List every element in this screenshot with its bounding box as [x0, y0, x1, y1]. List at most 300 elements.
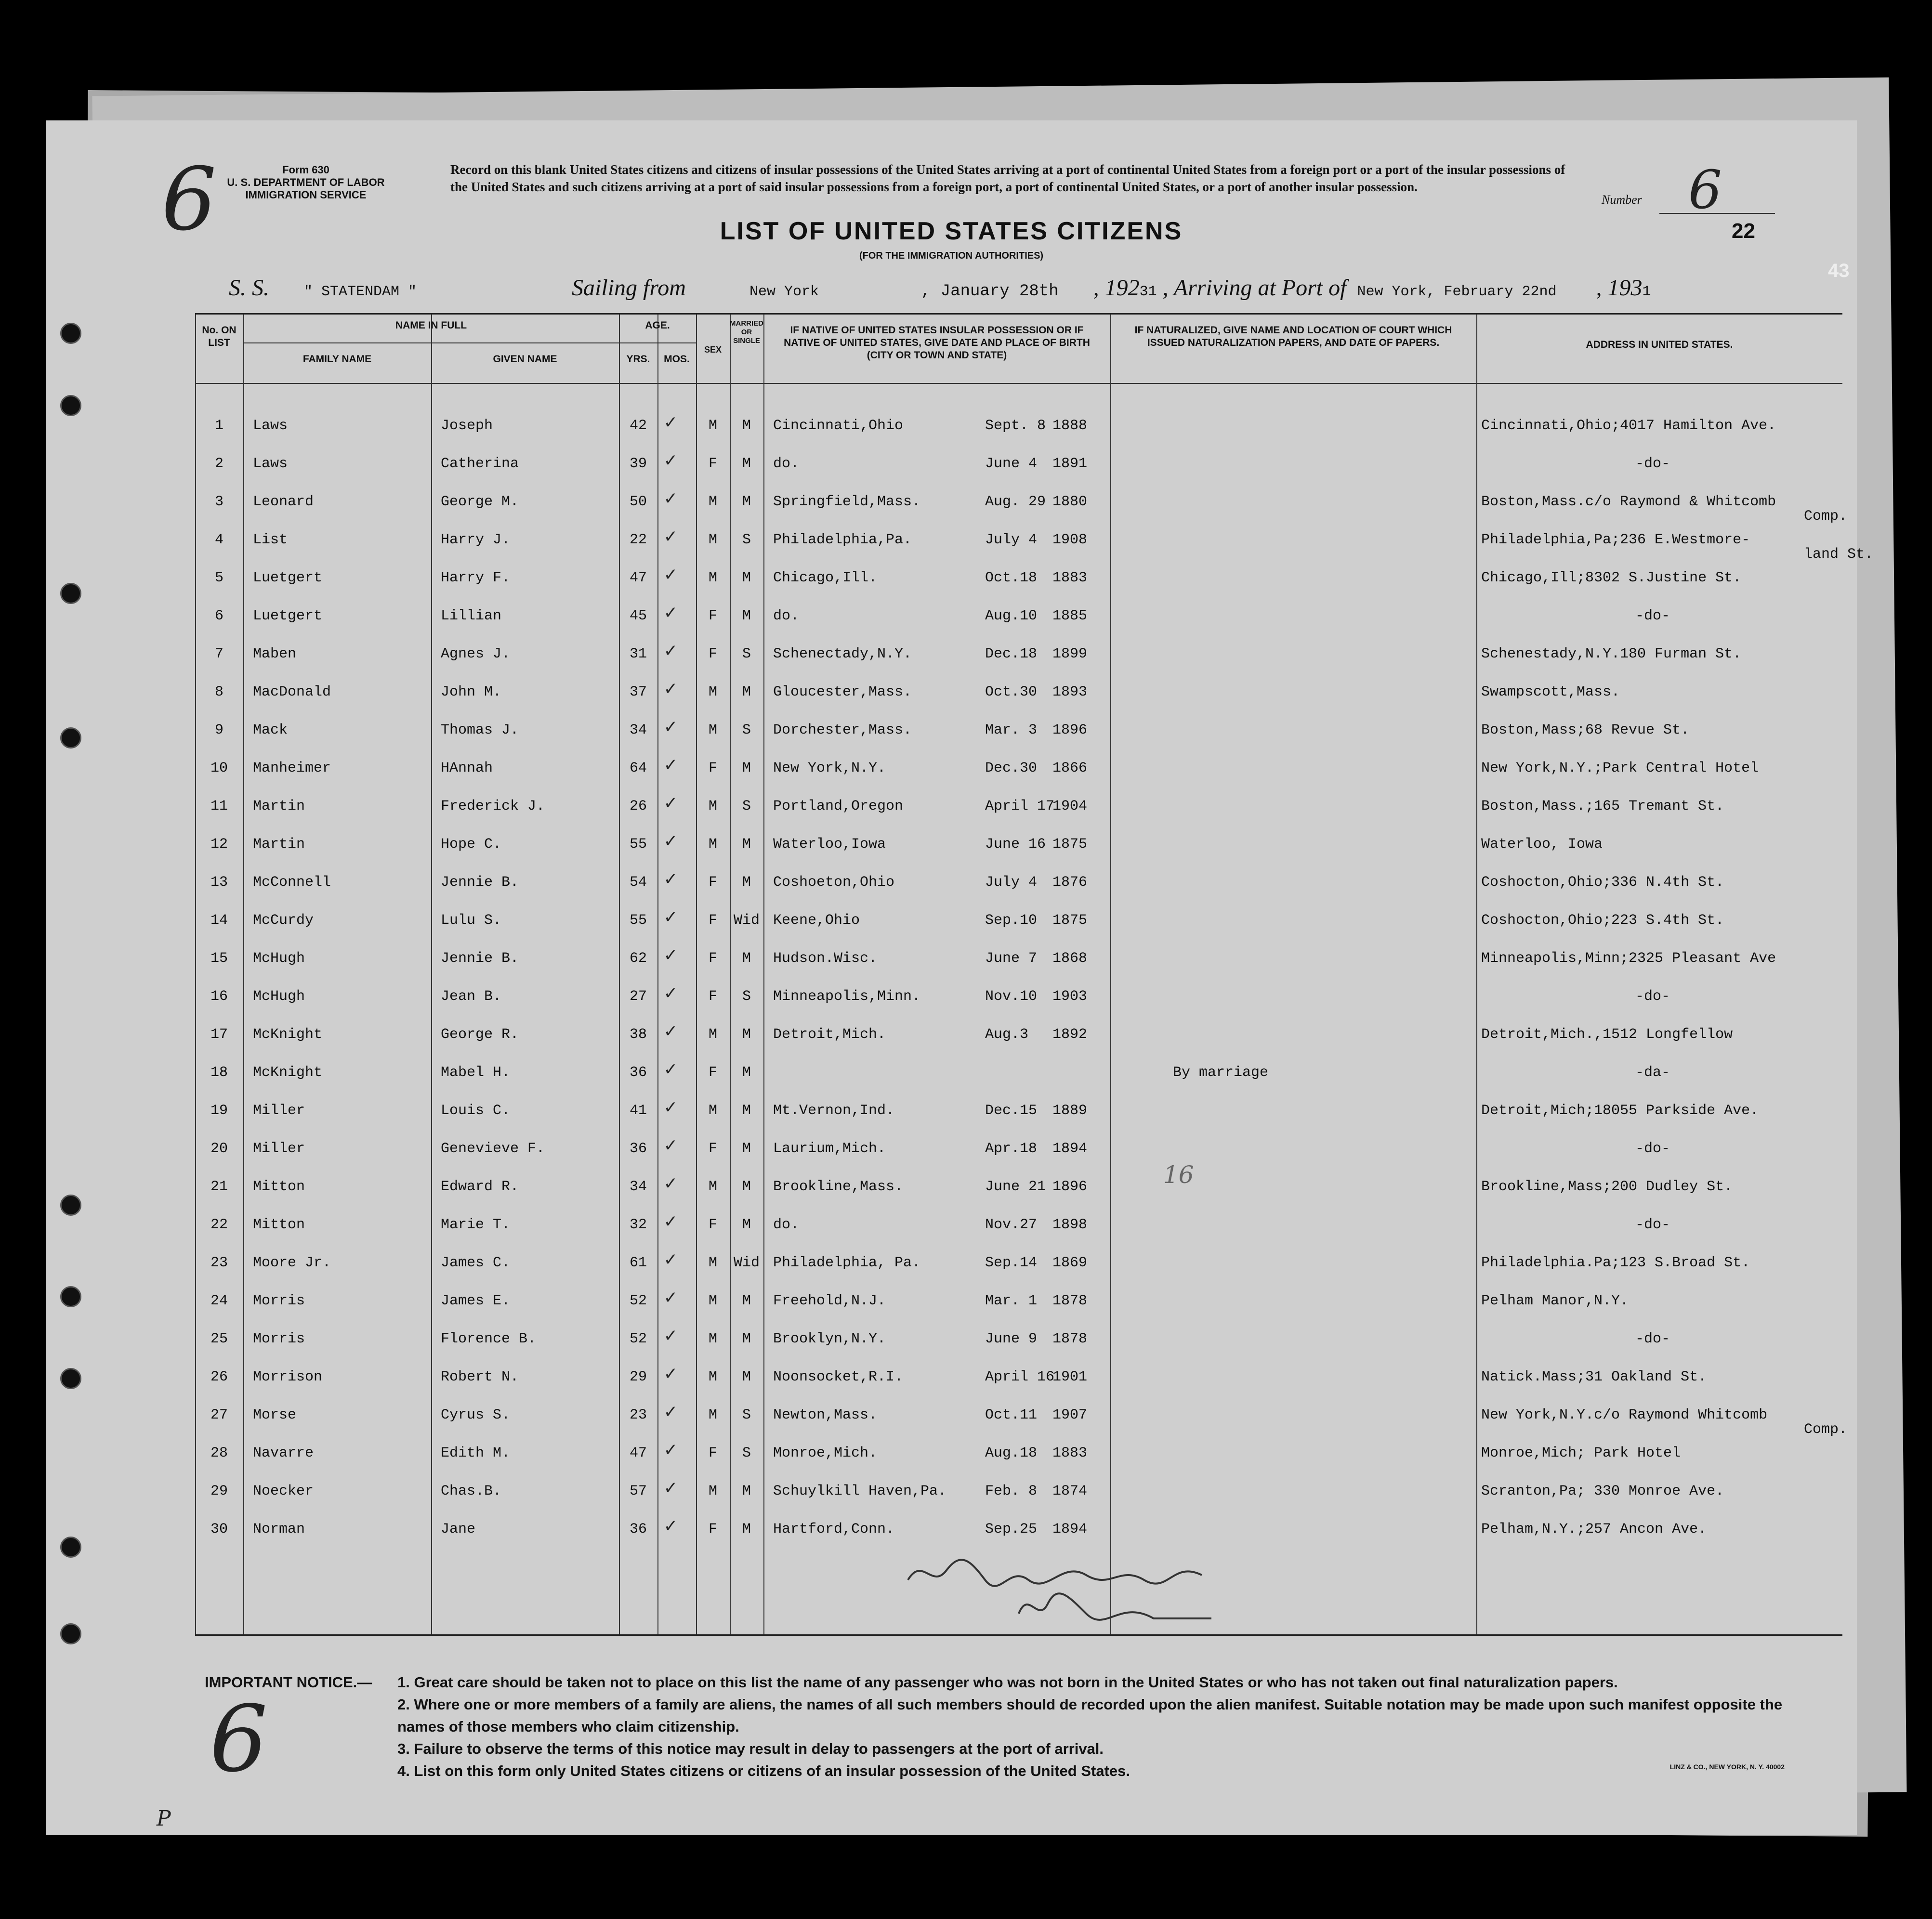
given-name: Harry J.	[441, 532, 511, 548]
age-years: 57	[629, 1483, 647, 1499]
given-name: Edith M.	[441, 1445, 511, 1461]
number-label: Number	[1602, 193, 1642, 207]
check-mark-icon: ✓	[665, 1516, 677, 1538]
age-years: 52	[629, 1293, 647, 1309]
check-mark-icon: ✓	[665, 793, 677, 815]
given-name: Edward R.	[441, 1179, 519, 1195]
birth-year: 1892	[1052, 1026, 1088, 1043]
sex: M	[708, 1026, 717, 1043]
age-years: 42	[629, 418, 647, 434]
row-number: 28	[210, 1445, 228, 1461]
marital-status: M	[742, 608, 751, 624]
col-header-mos: MOS.	[664, 354, 690, 365]
table-row	[195, 525, 1874, 563]
check-mark-icon: ✓	[665, 641, 677, 663]
birth-date: June 21	[985, 1179, 1046, 1195]
marital-status: M	[742, 418, 751, 434]
age-years: 32	[629, 1217, 647, 1233]
arrival-year: 1	[1642, 284, 1651, 300]
row-number: 15	[210, 950, 228, 967]
address: Brookline,Mass;200 Dudley St.	[1481, 1179, 1733, 1195]
table-row	[195, 1020, 1842, 1058]
marital-status: M	[742, 570, 751, 586]
given-name: Agnes J.	[441, 646, 511, 662]
marital-status: S	[742, 646, 751, 662]
binder-hole	[60, 395, 81, 416]
birth-date: Oct.11	[985, 1407, 1038, 1423]
given-name: Lulu S.	[441, 912, 502, 929]
check-mark-icon: ✓	[665, 413, 677, 434]
table-row	[195, 715, 1842, 753]
check-mark-icon: ✓	[665, 451, 677, 473]
check-mark-icon: ✓	[665, 679, 677, 701]
family-name: Leonard	[253, 494, 314, 510]
binder-hole	[60, 1195, 81, 1216]
sex: F	[708, 456, 717, 472]
table-row	[195, 601, 1842, 639]
sex: M	[708, 1293, 717, 1309]
birth-place: Monroe,Mich.	[773, 1445, 878, 1461]
birth-date: Aug.18	[985, 1445, 1038, 1461]
birth-year: 1893	[1052, 684, 1088, 700]
marital-status: S	[742, 722, 751, 738]
birth-place: Mt.Vernon,Ind.	[773, 1103, 895, 1119]
age-years: 47	[629, 1445, 647, 1461]
check-mark-icon: ✓	[665, 527, 677, 549]
marital-status: M	[742, 950, 751, 967]
age-years: 26	[629, 798, 647, 815]
table-row	[195, 1476, 1842, 1514]
address: Waterloo, Iowa	[1481, 836, 1603, 853]
family-name: Morris	[253, 1331, 305, 1347]
binder-hole	[60, 1368, 81, 1389]
sex: F	[708, 1065, 717, 1081]
row-number: 7	[214, 646, 223, 662]
sex: M	[708, 1483, 717, 1499]
departure-year-prefix: , 192	[1093, 275, 1140, 301]
number-value: 6	[1688, 159, 1722, 221]
birth-place: Springfield,Mass.	[773, 494, 921, 510]
address: Philadelphia,Pa;236 E.Westmore-	[1481, 532, 1750, 548]
sex: F	[708, 760, 717, 776]
check-mark-icon: ✓	[665, 946, 677, 967]
birth-year: 1868	[1052, 950, 1088, 967]
row-number: 16	[210, 988, 228, 1005]
table-row	[195, 1286, 1842, 1324]
age-years: 64	[629, 760, 647, 776]
birth-place: Minneapolis,Minn.	[773, 988, 921, 1005]
row-number: 29	[210, 1483, 228, 1499]
table-row	[195, 449, 1842, 487]
col-header-name-in-full: NAME IN FULL	[395, 320, 467, 331]
age-divider	[619, 342, 696, 343]
sex: M	[708, 798, 717, 815]
check-mark-icon: ✓	[665, 1478, 677, 1500]
family-name: Mitton	[253, 1217, 305, 1233]
birth-date: July 4	[985, 874, 1038, 891]
departure-year: 31	[1139, 284, 1157, 300]
given-name: Lillian	[441, 608, 502, 624]
row-number: 10	[210, 760, 228, 776]
birth-date: Dec.30	[985, 760, 1038, 776]
sex: F	[708, 874, 717, 891]
birth-year: 1901	[1052, 1369, 1088, 1385]
birth-date: Sep.10	[985, 912, 1038, 929]
birth-date: Aug.10	[985, 608, 1038, 624]
family-name: Laws	[253, 456, 288, 472]
age-years: 36	[629, 1065, 647, 1081]
row-number: 22	[210, 1217, 228, 1233]
birth-year: 1885	[1052, 608, 1088, 624]
table-row	[195, 867, 1842, 906]
birth-place: do.	[773, 456, 800, 472]
row-number: 26	[210, 1369, 228, 1385]
address: Scranton,Pa; 330 Monroe Ave.	[1481, 1483, 1724, 1499]
birth-date: Mar. 3	[985, 722, 1038, 738]
check-mark-icon: ✓	[665, 565, 677, 587]
table-row	[195, 1058, 1842, 1096]
sex: F	[708, 646, 717, 662]
family-name: Luetgert	[253, 570, 323, 586]
given-name: James E.	[441, 1293, 511, 1309]
row-number: 23	[210, 1255, 228, 1271]
check-mark-icon: ✓	[665, 1022, 677, 1043]
document-page	[46, 120, 1874, 1835]
given-name: Jane	[441, 1521, 476, 1538]
birth-year: 1899	[1052, 646, 1088, 662]
sex: M	[708, 684, 717, 700]
binder-hole	[60, 583, 81, 604]
given-name: George R.	[441, 1026, 519, 1043]
birth-year: 1878	[1052, 1293, 1088, 1309]
signature-icon	[903, 1546, 1240, 1633]
birth-place: Freehold,N.J.	[773, 1293, 886, 1309]
row-number: 30	[210, 1521, 228, 1538]
birth-year: 1903	[1052, 988, 1088, 1005]
row-number: 9	[214, 722, 223, 738]
check-mark-icon: ✓	[665, 984, 677, 1005]
family-name: Miller	[253, 1103, 305, 1119]
age-years: 29	[629, 1369, 647, 1385]
given-name: Cyrus S.	[441, 1407, 511, 1423]
marital-status: Wid	[733, 1255, 760, 1271]
marital-status: M	[742, 1179, 751, 1195]
birth-year: 1894	[1052, 1141, 1088, 1157]
edge-number: 43	[1828, 260, 1850, 281]
table-row	[195, 982, 1842, 1020]
birth-date: June 9	[985, 1331, 1038, 1347]
birth-place: Gloucester,Mass.	[773, 684, 912, 700]
address: New York,N.Y.c/o Raymond Whitcomb	[1481, 1407, 1768, 1423]
check-mark-icon: ✓	[665, 489, 677, 511]
notice-item: 4. List on this form only United States citizens or citizens of an insular possession of the United States.	[397, 1762, 1130, 1779]
birth-place: Philadelphia, Pa.	[773, 1255, 921, 1271]
birth-year: 1883	[1052, 1445, 1088, 1461]
table-row	[195, 944, 1842, 982]
given-name: Chas.B.	[441, 1483, 502, 1499]
birth-place: Coshoeton,Ohio	[773, 874, 895, 891]
table-row	[195, 411, 1842, 449]
table-row	[195, 487, 1848, 525]
sailing-label: Sailing from	[572, 275, 686, 301]
given-name: Catherina	[441, 456, 519, 472]
check-mark-icon: ✓	[665, 1326, 677, 1348]
birth-place: do.	[773, 608, 800, 624]
marital-status: M	[742, 456, 751, 472]
row-number: 12	[210, 836, 228, 853]
marital-status: M	[742, 1369, 751, 1385]
table-row	[195, 753, 1842, 791]
marital-status: M	[742, 1331, 751, 1347]
check-mark-icon: ✓	[665, 1174, 677, 1196]
age-years: 47	[629, 570, 647, 586]
sex: F	[708, 1217, 717, 1233]
family-name: McHugh	[253, 950, 305, 967]
birth-place: do.	[773, 1217, 800, 1233]
address: -do-	[1635, 1217, 1670, 1233]
birth-year: 1876	[1052, 874, 1088, 891]
age-years: 52	[629, 1331, 647, 1347]
naturalization-note: By marriage	[1173, 1065, 1269, 1081]
birth-date: Nov.27	[985, 1217, 1038, 1233]
birth-place: Chicago,Ill.	[773, 570, 878, 586]
address: Coshocton,Ohio;223 S.4th St.	[1481, 912, 1724, 929]
sex: M	[708, 1255, 717, 1271]
row-number: 18	[210, 1065, 228, 1081]
notice-item: 2. Where one or more members of a family are aliens, the names of all such members should de recorded upon the alien manifest. Suitable notation may be made upon such manifest opposite the names of those members who claim citizenship.	[397, 1696, 1783, 1735]
table-row	[195, 1134, 1842, 1172]
col-header-sex: SEX	[704, 345, 722, 355]
voyage-line	[229, 275, 1651, 301]
handwritten-list-number: 6	[161, 149, 217, 250]
sex: M	[708, 1369, 717, 1385]
age-years: 36	[629, 1141, 647, 1157]
row-number: 13	[210, 874, 228, 891]
arrival-year-prefix: , 193	[1596, 275, 1643, 301]
birth-year: 1866	[1052, 760, 1088, 776]
birth-date: Feb. 8	[985, 1483, 1038, 1499]
birth-place: Newton,Mass.	[773, 1407, 878, 1423]
marital-status: M	[742, 1026, 751, 1043]
family-name: Moore Jr.	[253, 1255, 331, 1271]
age-years: 38	[629, 1026, 647, 1043]
marital-status: S	[742, 1407, 751, 1423]
given-name: Hope C.	[441, 836, 502, 853]
marital-status: M	[742, 1141, 751, 1157]
binder-hole	[60, 1537, 81, 1558]
col-header-age: AGE.	[645, 320, 670, 331]
age-years: 41	[629, 1103, 647, 1119]
address: Minneapolis,Minn;2325 Pleasant Ave	[1481, 950, 1776, 967]
row-number: 6	[214, 608, 223, 624]
check-mark-icon: ✓	[665, 907, 677, 929]
check-mark-icon: ✓	[665, 1060, 677, 1081]
age-years: 55	[629, 912, 647, 929]
marital-status: S	[742, 532, 751, 548]
sex: M	[708, 532, 717, 548]
family-name: Morris	[253, 1293, 305, 1309]
notice-items	[397, 1671, 1794, 1782]
birth-place: Schenectady,N.Y.	[773, 646, 912, 662]
departure-port: New York	[749, 284, 819, 300]
marital-status: M	[742, 836, 751, 853]
birth-year: 1907	[1052, 1407, 1088, 1423]
address-continuation: Comp.	[1804, 1421, 1848, 1438]
table-row	[195, 563, 1842, 601]
given-name: Frederick J.	[441, 798, 545, 815]
arriving-label: , Arriving at Port of	[1162, 275, 1347, 301]
given-name: Thomas J.	[441, 722, 519, 738]
marital-status: M	[742, 760, 751, 776]
marital-status: S	[742, 798, 751, 815]
printer-imprint: LINZ & CO., NEW YORK, N. Y. 40002	[1669, 1763, 1785, 1771]
address: Detroit,Mich;18055 Parkside Ave.	[1481, 1103, 1759, 1119]
given-name: George M.	[441, 494, 519, 510]
sex: F	[708, 608, 717, 624]
table-row	[195, 1096, 1842, 1134]
sex: M	[708, 1103, 717, 1119]
sex: M	[708, 722, 717, 738]
given-name: Jennie B.	[441, 874, 519, 891]
sex: M	[708, 570, 717, 586]
age-years: 55	[629, 836, 647, 853]
birth-date: June 16	[985, 836, 1046, 853]
check-mark-icon: ✓	[665, 1288, 677, 1310]
birth-place: Laurium,Mich.	[773, 1141, 886, 1157]
birth-place: Portland,Oregon	[773, 798, 904, 815]
sex: M	[708, 1407, 717, 1423]
birth-date: April 16	[985, 1369, 1055, 1385]
sex: M	[708, 1331, 717, 1347]
address: Swampscott,Mass.	[1481, 684, 1620, 700]
birth-date: April 17	[985, 798, 1055, 815]
family-name: Morrison	[253, 1369, 323, 1385]
birth-year: 1880	[1052, 494, 1088, 510]
check-mark-icon: ✓	[665, 1402, 677, 1424]
family-name: Laws	[253, 418, 288, 434]
check-mark-icon: ✓	[665, 1136, 677, 1157]
age-years: 50	[629, 494, 647, 510]
birth-date: Dec.15	[985, 1103, 1038, 1119]
row-number: 1	[214, 418, 223, 434]
sex: F	[708, 1521, 717, 1538]
given-name: Louis C.	[441, 1103, 511, 1119]
birth-year: 1898	[1052, 1217, 1088, 1233]
check-mark-icon: ✓	[665, 1364, 677, 1386]
birth-place: Noonsocket,R.I.	[773, 1369, 904, 1385]
birth-place: Hartford,Conn.	[773, 1521, 895, 1538]
row-number: 4	[214, 532, 223, 548]
birth-place: Keene,Ohio	[773, 912, 860, 929]
birth-date: June 4	[985, 456, 1038, 472]
address: Philadelphia.Pa;123 S.Broad St.	[1481, 1255, 1750, 1271]
check-mark-icon: ✓	[665, 603, 677, 625]
table-row	[195, 639, 1842, 677]
birth-year: 1869	[1052, 1255, 1088, 1271]
age-years: 61	[629, 1255, 647, 1271]
arrival-port-date: New York, February 22nd	[1357, 284, 1557, 300]
birth-place: Hudson.Wisc.	[773, 950, 878, 967]
sex: F	[708, 950, 717, 967]
family-name: Manheimer	[253, 760, 331, 776]
check-mark-icon: ✓	[665, 1212, 677, 1234]
birth-year: 1896	[1052, 722, 1088, 738]
address: Pelham Manor,N.Y.	[1481, 1293, 1629, 1309]
age-years: 23	[629, 1407, 647, 1423]
table-row	[195, 1438, 1842, 1476]
birth-date: Dec.18	[985, 646, 1038, 662]
binder-hole	[60, 727, 81, 749]
birth-year: 1883	[1052, 570, 1088, 586]
birth-date: Sep.14	[985, 1255, 1038, 1271]
family-name: McConnell	[253, 874, 331, 891]
address: -do-	[1635, 1141, 1670, 1157]
col-header-address: ADDRESS IN UNITED STATES.	[1586, 339, 1733, 350]
family-name: Morse	[253, 1407, 297, 1423]
birth-place: New York,N.Y.	[773, 760, 886, 776]
table-row	[195, 906, 1842, 944]
sex: F	[708, 988, 717, 1005]
row-number: 14	[210, 912, 228, 929]
table-row	[195, 677, 1842, 715]
row-number: 8	[214, 684, 223, 700]
marital-status: M	[742, 1103, 751, 1119]
birth-year: 1896	[1052, 1179, 1088, 1195]
family-name: McHugh	[253, 988, 305, 1005]
row-number: 5	[214, 570, 223, 586]
instructions-text: Record on this blank United States citizens and citizens of insular possessions of the United States arriving at a port of continental United States from a foreign port or a port of the insular possessions of the United States and such citizens arriving at a port of said insular possessions from a foreign port, a port of continental United States, or a port of another insular possession.	[450, 162, 1565, 194]
sex: M	[708, 836, 717, 853]
col-header-yrs: YRS.	[626, 354, 650, 365]
birth-year: 1894	[1052, 1521, 1088, 1538]
address-continuation: Comp.	[1804, 508, 1848, 525]
row-number: 19	[210, 1103, 228, 1119]
row-number: 17	[210, 1026, 228, 1043]
birth-year: 1888	[1052, 418, 1088, 434]
ss-label: S. S.	[229, 275, 269, 301]
binder-hole	[60, 1286, 81, 1307]
address: Boston,Mass.c/o Raymond & Whitcomb	[1481, 494, 1776, 510]
given-name: James C.	[441, 1255, 511, 1271]
birth-year: 1891	[1052, 456, 1088, 472]
age-years: 54	[629, 874, 647, 891]
birth-year: 1889	[1052, 1103, 1088, 1119]
sex: F	[708, 1445, 717, 1461]
given-name: Genevieve F.	[441, 1141, 545, 1157]
marital-status: S	[742, 1445, 751, 1461]
sex: F	[708, 912, 717, 929]
given-name: Florence B.	[441, 1331, 537, 1347]
given-name: Marie T.	[441, 1217, 511, 1233]
address: -do-	[1635, 456, 1670, 472]
address: Coshocton,Ohio;336 N.4th St.	[1481, 874, 1724, 891]
marital-status: Wid	[733, 912, 760, 929]
marital-status: M	[742, 874, 751, 891]
given-name: HAnnah	[441, 760, 493, 776]
age-years: 34	[629, 1179, 647, 1195]
birth-place: Waterloo,Iowa	[773, 836, 886, 853]
notice-title: IMPORTANT NOTICE.—	[205, 1674, 372, 1691]
family-name: Luetgert	[253, 608, 323, 624]
sheet-number: 22	[1732, 219, 1755, 243]
col-header-naturalized: IF NATURALIZED, GIVE NAME AND LOCATION OF COURT WHICH ISSUED NATURALIZATION PAPERS, AND DATE OF PAPERS.	[1134, 325, 1452, 348]
family-name: Mitton	[253, 1179, 305, 1195]
family-name: MacDonald	[253, 684, 331, 700]
family-name: Martin	[253, 836, 305, 853]
passenger-table	[195, 313, 1874, 1636]
address: -do-	[1635, 1331, 1670, 1347]
row-number: 3	[214, 494, 223, 510]
